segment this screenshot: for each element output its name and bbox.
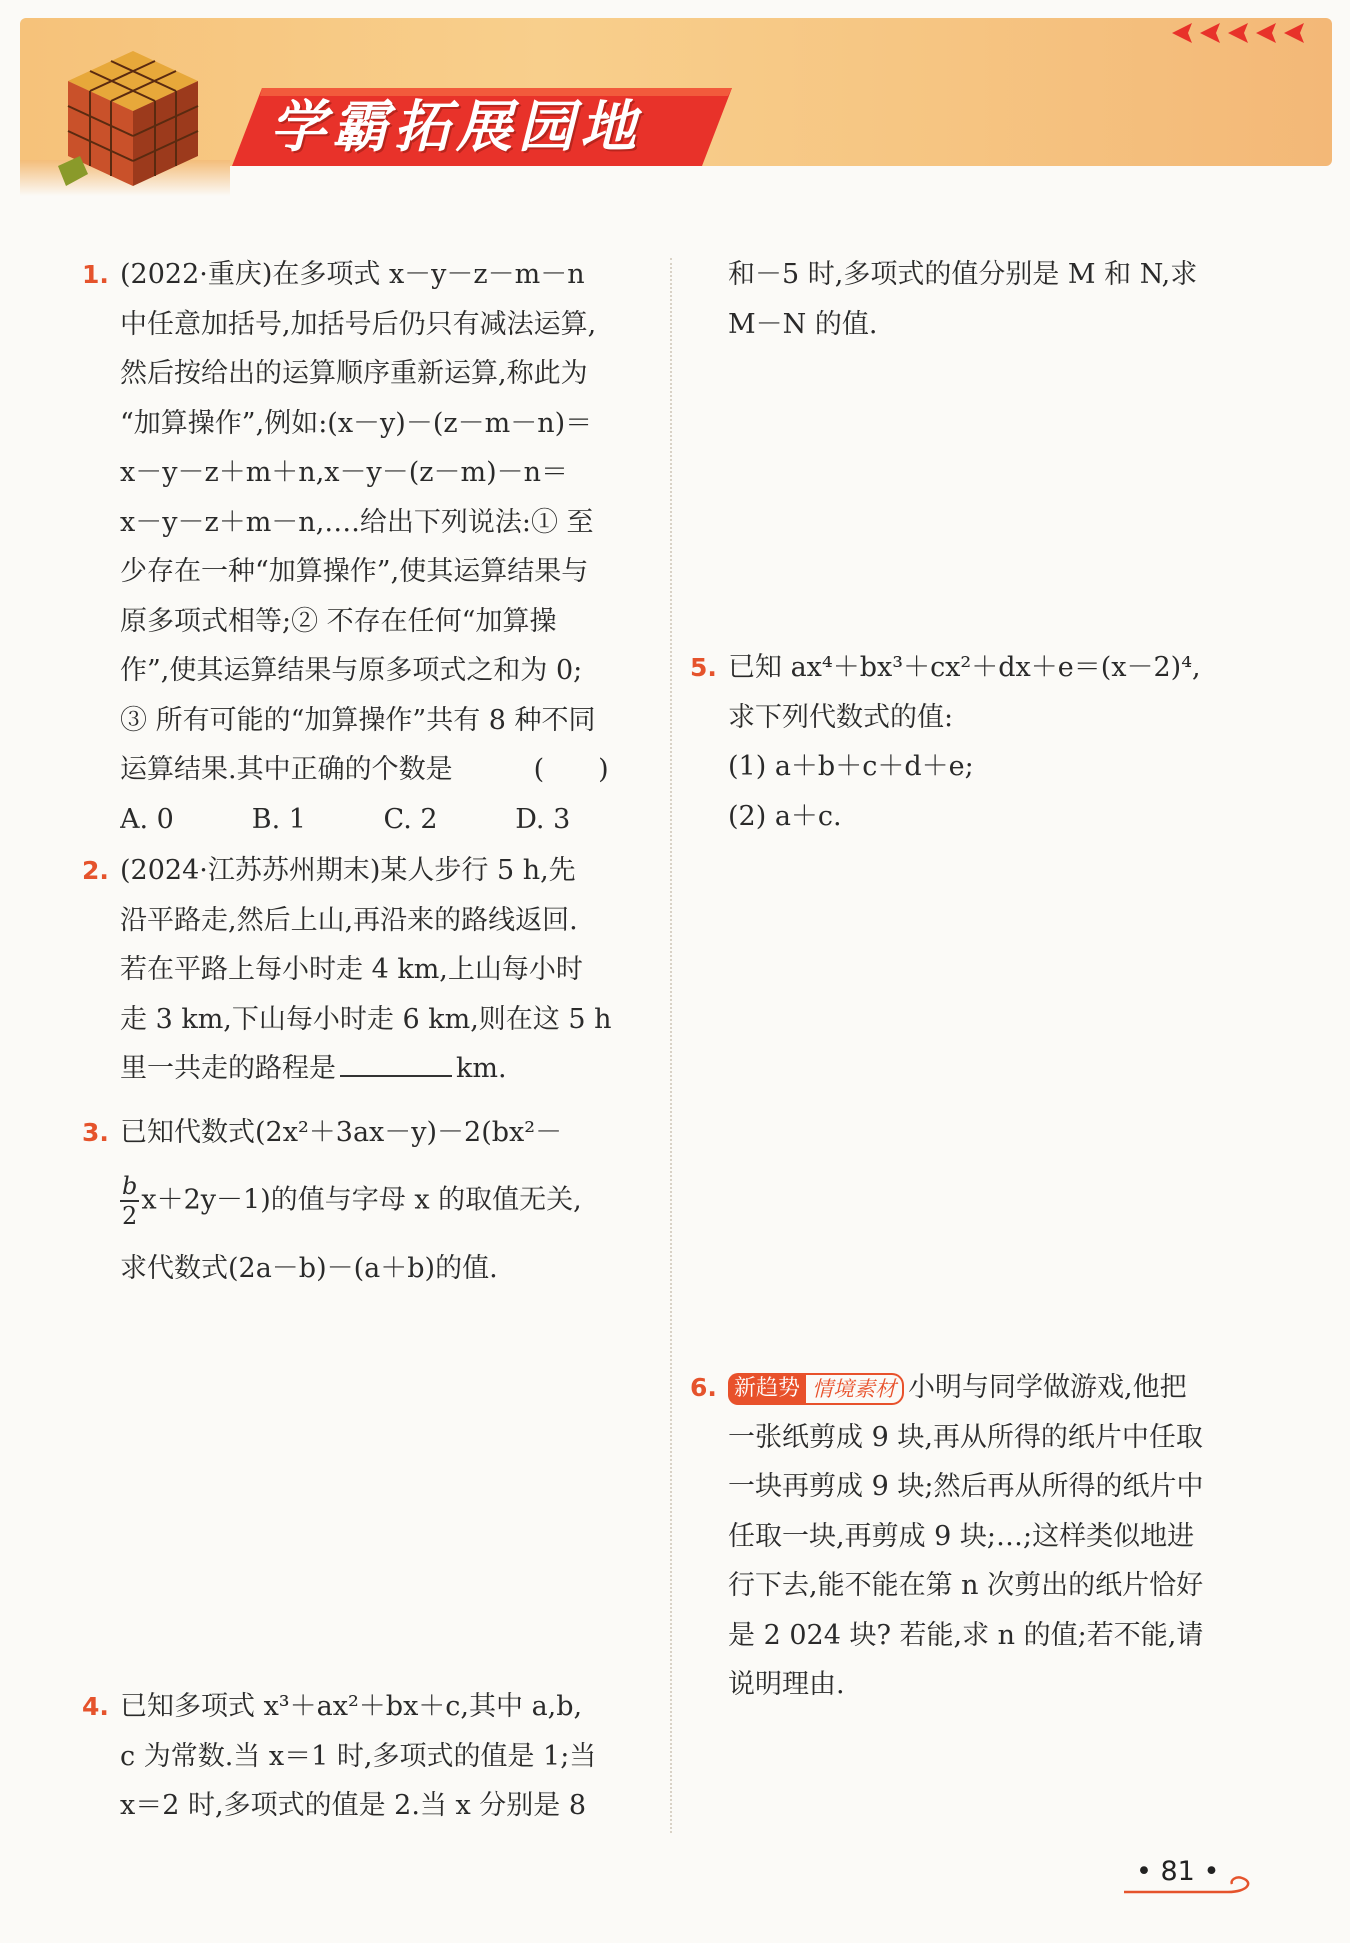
left-column	[82, 250, 647, 1821]
page-number	[1120, 1852, 1260, 1896]
question-number: 2.	[82, 856, 109, 885]
question-3	[82, 1108, 582, 1293]
question-text-fraction-line	[120, 1172, 582, 1230]
rubiks-cube-icon	[58, 46, 208, 196]
question-2	[82, 846, 612, 1094]
question-1	[82, 250, 647, 844]
question-5	[690, 643, 1201, 841]
question-text: 然后按给出的运算顺序重新运算,称此为	[120, 358, 588, 389]
question-text: 若在平路上每小时走 4 km,上山每小时	[120, 954, 583, 985]
text-prefix: 里一共走的路程是	[120, 1053, 336, 1084]
option-c: C. 2	[383, 803, 438, 835]
question-text: (2022·重庆)在多项式 x－y－z－m－n	[120, 259, 585, 290]
question-text: 任取一块,再剪成 9 块;…;这样类似地进	[728, 1520, 1195, 1552]
question-text: 小明与同学做游戏,他把	[908, 1372, 1187, 1403]
answer-blank[interactable]	[340, 1074, 452, 1077]
arrow-decoration-icon	[1172, 20, 1322, 46]
question-text: 运算结果.其中正确的个数是 ( )	[120, 754, 609, 785]
question-text: 中任意加括号,加括号后仍只有减法运算,	[120, 308, 597, 340]
question-number: 1.	[82, 260, 109, 289]
question-text: 求代数式(2a－b)－(a＋b)的值.	[120, 1252, 498, 1284]
question-text: 是 2 024 块? 若能,求 n 的值;若不能,请	[728, 1619, 1204, 1651]
fraction-numerator: b	[122, 1171, 138, 1200]
option-a: A. 0	[120, 803, 174, 835]
question-text: (1) a＋b＋c＋d＋e;	[728, 751, 974, 782]
question-text: 少存在一种“加算操作”,使其运算结果与	[120, 556, 589, 587]
question-number: 6.	[690, 1373, 717, 1402]
question-text: 已知代数式(2x²＋3ax－y)－2(bx²－	[120, 1117, 563, 1148]
question-text: ③ 所有可能的“加算操作”共有 8 种不同	[120, 704, 596, 736]
text-suffix: km.	[456, 1053, 507, 1084]
question-text: 沿平路走,然后上山,再沿来的路线返回.	[120, 904, 578, 936]
trend-tag: 新趋势	[728, 1373, 806, 1405]
question-text: c 为常数.当 x＝1 时,多项式的值是 1;当	[120, 1740, 597, 1772]
question-text-first	[728, 1363, 1203, 1413]
fraction	[120, 1172, 139, 1230]
question-number: 4.	[82, 1692, 109, 1721]
question-text: x＋2y－1)的值与字母 x 的取值无关,	[141, 1184, 582, 1215]
question-text: 一块再剪成 9 块;然后再从所得的纸片中	[728, 1471, 1204, 1502]
question-text: x＝2 时,多项式的值是 2.当 x 分别是 8	[120, 1790, 587, 1821]
question-4-continued	[690, 250, 1265, 349]
question-4	[82, 1682, 596, 1831]
question-text: 一张纸剪成 9 块,再从所得的纸片中任取	[728, 1421, 1203, 1453]
right-column	[690, 250, 1265, 1700]
question-text: M－N 的值.	[728, 308, 878, 340]
question-text-last	[120, 1044, 612, 1094]
question-text: x－y－z＋m－n,….给出下列说法:① 至	[120, 506, 594, 538]
question-text: 已知多项式 x³＋ax²＋bx＋c,其中 a,b,	[120, 1691, 583, 1722]
question-text: 行下去,能不能在第 n 次剪出的纸片恰好	[728, 1570, 1204, 1601]
option-d: D. 3	[515, 803, 571, 835]
question-text: (2024·江苏苏州期末)某人步行 5 h,先	[120, 855, 576, 886]
fraction-denominator: 2	[122, 1201, 138, 1230]
column-divider	[670, 258, 672, 1833]
question-text: 求下列代数式的值:	[728, 701, 954, 733]
option-b: B. 1	[251, 803, 306, 835]
question-text: 说明理由.	[728, 1669, 845, 1700]
section-title: 学霸拓展园地	[270, 95, 642, 160]
question-text: 原多项式相等;② 不存在任何“加算操	[120, 605, 557, 637]
question-text: 走 3 km,下山每小时走 6 km,则在这 5 h	[120, 1003, 612, 1035]
page-number-text: • 81 •	[1136, 1856, 1220, 1887]
question-text: 作”,使其运算结果与原多项式之和为 0;	[120, 655, 583, 686]
answer-options	[120, 795, 647, 845]
question-6	[690, 1363, 1203, 1710]
question-number: 5.	[690, 653, 717, 682]
question-text: 已知 ax⁴＋bx³＋cx²＋dx＋e＝(x－2)⁴,	[728, 652, 1201, 683]
question-text: (2) a＋c.	[728, 800, 842, 832]
question-text: 和－5 时,多项式的值分别是 M 和 N,求	[728, 259, 1198, 290]
context-tag: 情境素材	[806, 1373, 904, 1405]
question-number: 3.	[82, 1118, 109, 1147]
question-text: x－y－z＋m＋n,x－y－(z－m)－n＝	[120, 457, 569, 488]
question-text: “加算操作”,例如:(x－y)－(z－m－n)＝	[120, 407, 593, 439]
